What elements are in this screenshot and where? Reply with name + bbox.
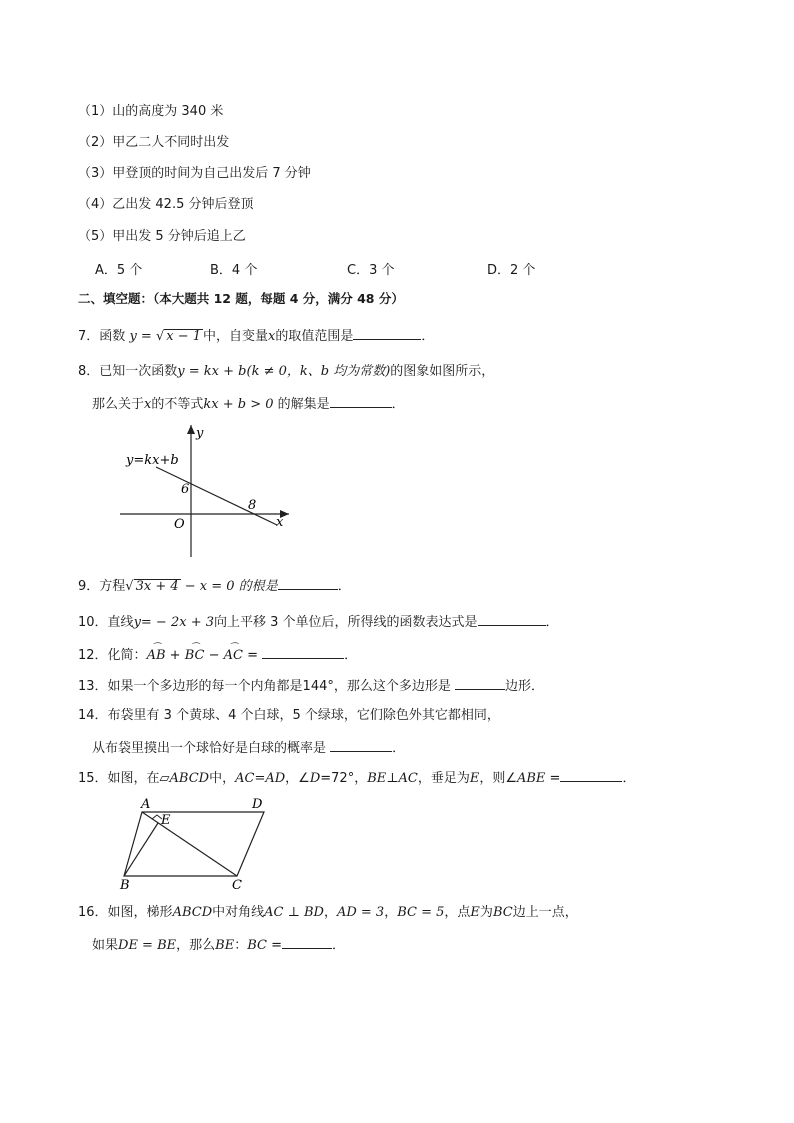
statement-1: （1）山的高度为 340 米	[78, 104, 224, 119]
x-axis-label: x	[276, 515, 284, 530]
question-15: 15．如图，在▱ABCD中，AC=AD，∠D=72°，BE⊥AC，垂足为E，则∠ABE = ．	[78, 768, 635, 788]
statement-5: （5）甲出发 5 分钟后追上乙	[78, 229, 246, 244]
question-14-line-2: 从布袋里摸出一个球恰好是白球的概率是 ．	[92, 738, 405, 758]
answer-blank-16	[282, 935, 332, 949]
diagonal-ac	[142, 812, 237, 876]
linear-function-graph	[112, 422, 292, 562]
option-d: D．2 个	[487, 263, 536, 278]
vertex-c: C	[232, 878, 242, 892]
question-10: 10．直线y= − 2x + 3向上平移 3 个单位后，所得线的函数表达式是 ．	[78, 612, 559, 632]
statement-2: （2）甲乙二人不同时出发	[78, 135, 230, 150]
question-8-line-2: 那么关于x的不等式kx + b > 0 的解集是 ．	[92, 394, 405, 414]
question-8-line-1: 8．已知一次函数y = kx + b(k ≠ 0，k、b 均为常数)的图象如图所示，	[78, 364, 495, 379]
answer-blank-12	[262, 645, 344, 659]
answer-blank-8	[330, 394, 392, 408]
answer-blank-13	[455, 676, 505, 690]
question-7: 7．函数 y = √ x − 1 中，自变量x的取值范围是 ．	[78, 326, 434, 346]
answer-blank-7	[353, 326, 421, 340]
perpendicular-be	[124, 823, 158, 876]
answer-blank-14	[330, 738, 392, 752]
statement-4: （4）乙出发 42.5 分钟后登顶	[78, 197, 254, 212]
option-a: A．5 个	[95, 263, 143, 278]
answer-blank-9	[278, 576, 338, 590]
question-14-line-1: 14．布袋里有 3 个黄球、4 个白球，5 个绿球，它们除色外其它都相同，	[78, 708, 500, 723]
question-12: 12．化简：⌒ AB + ⌒ BC − ⌒ AC = ．	[78, 645, 357, 665]
x-intercept-label: 8	[248, 498, 257, 513]
question-16-line-2: 如果DE = BE，那么BE：BC = ．	[92, 935, 345, 955]
section-title: 二、填空题：（本大题共 12 题，每题 4 分，满分 48 分）	[78, 291, 404, 306]
y-intercept-label: 6	[181, 482, 190, 497]
statement-3: （3）甲登顶的时间为自己出发后 7 分钟	[78, 166, 311, 181]
question-9: 9．方程√ 3x + 4 − x = 0 的根是 ．	[78, 576, 351, 596]
question-13: 13．如果一个多边形的每一个内角都是144°，那么这个多边形是 边形．	[78, 676, 544, 696]
y-axis-label: y	[196, 426, 204, 441]
option-c: C．3 个	[347, 263, 395, 278]
answer-blank-10	[478, 612, 546, 626]
point-e: E	[161, 813, 171, 828]
vertex-d: D	[252, 797, 263, 812]
option-b: B．4 个	[210, 263, 258, 278]
vertex-a: A	[141, 797, 151, 812]
line-label: y=kx+b	[126, 453, 179, 468]
question-16-line-1: 16．如图，梯形ABCD中对角线AC ⊥ BD，AD = 3，BC = 5，点E为BC边上一点，	[78, 905, 578, 920]
vertex-b: B	[120, 878, 130, 892]
parallelogram-figure	[112, 792, 282, 892]
origin-label: O	[174, 517, 185, 532]
answer-blank-15	[560, 768, 622, 782]
